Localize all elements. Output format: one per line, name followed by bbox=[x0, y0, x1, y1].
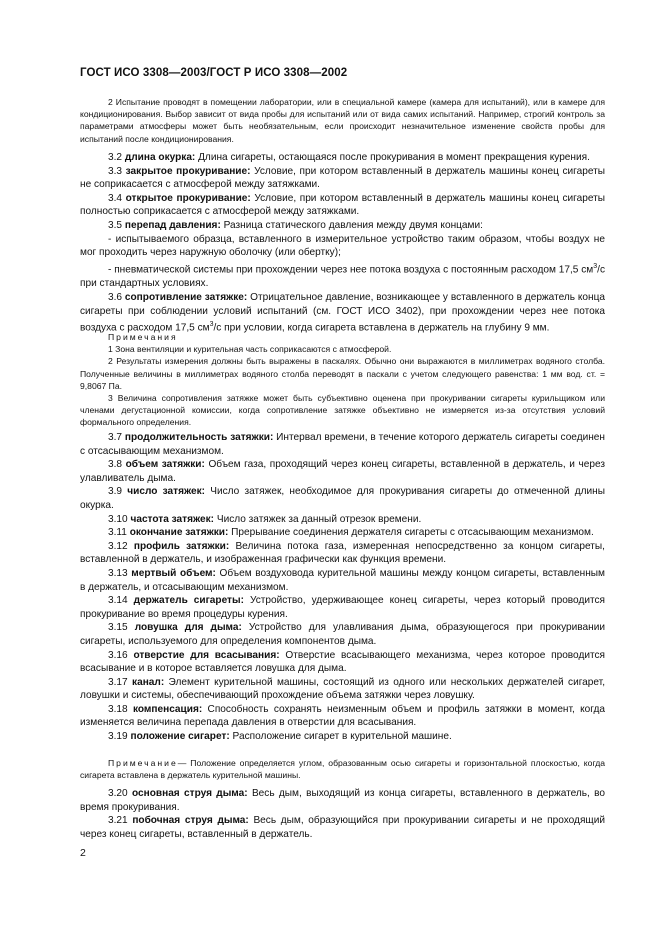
note-1: 1 Зона вентиляции и курительная часть соприкасаются с атмосферой. bbox=[108, 344, 392, 355]
term-number: 3.21 bbox=[108, 815, 128, 827]
term-definition: Устройство для улавливания дыма, образующегося при прокуривании сигареты, используемого для определения компонентов дыма. bbox=[80, 622, 605, 647]
term-3-6: 3.6 сопротивление затяжке: Отрицательное давление, возникающее у вставленного в держатель конца сигареты при соблюдении условий испытаний (см. ГОСТ ИСО 3402), при прохождении через нее потока воздуха с расходом 17,5 $см^3/с$ при условии, когда сигарета вставлена в держатель на глубину 9 мм. bbox=[80, 292, 605, 334]
term-name: побочная струя дыма: bbox=[132, 815, 249, 827]
term-name: держатель сигареты: bbox=[133, 595, 244, 607]
term-name: компенсация: bbox=[132, 703, 203, 715]
term-number: 3.20 bbox=[108, 788, 128, 799]
term-3-11 bbox=[80, 526, 605, 540]
term-definition: Устройство, удерживающее конец сигареты, через который проводится прокуривание во время процедуры курения. bbox=[80, 595, 605, 620]
term-definition: Прерывание соединения держателя сигареты с отсасывающим механизмом. bbox=[228, 527, 594, 539]
term-name: закрытое прокуривание: bbox=[125, 165, 251, 177]
term-number: 3.17 bbox=[108, 676, 128, 688]
terms-block-3 bbox=[80, 787, 605, 841]
term-3-21 bbox=[80, 814, 605, 841]
term-name: перепад давления: bbox=[124, 219, 221, 231]
term-3-7 bbox=[80, 431, 605, 458]
term-name: канал: bbox=[132, 676, 165, 688]
term-3-8 bbox=[80, 458, 605, 485]
term-3-13 bbox=[80, 567, 605, 594]
term-number: 3.5 bbox=[108, 219, 123, 231]
term-definition: Расположение сигарет в курительной машине. bbox=[229, 731, 452, 743]
term-definition: Длина сигареты, остающаяся после прокуривания в момент прекращения курения. bbox=[195, 152, 590, 163]
running-header: ГОСТ ИСО 3308—2003/ГОСТ Р ИСО 3308—2002 bbox=[80, 67, 348, 79]
term-name: продолжительность затяжки: bbox=[124, 432, 274, 443]
term-number: 3.8 bbox=[108, 459, 123, 471]
term-3-14 bbox=[80, 594, 605, 621]
note-top-block bbox=[80, 96, 605, 145]
term-name: число затяжек: bbox=[127, 486, 206, 498]
term-3-2 bbox=[80, 151, 605, 165]
dash-item-2: - пневматической системы при прохождении через нее потока воздуха с постоянным расходом 17,5 $см^3/с$ при стандартных условиях. bbox=[80, 262, 605, 289]
term-number: 3.19 bbox=[108, 731, 128, 743]
term-name: профиль затяжки: bbox=[133, 540, 230, 552]
terms-block-1 bbox=[80, 151, 605, 335]
term-definition: Элемент курительной машины, состоящий из одного или нескольких держателей сигарет, ловушки и системы, обеспечивающий прохождение объема затяжки через ловушку. bbox=[80, 676, 605, 702]
terms-block-2 bbox=[80, 431, 605, 744]
term-3-17 bbox=[80, 676, 605, 703]
term-number: 3.16 bbox=[108, 649, 128, 661]
term-name: частота затяжек: bbox=[130, 513, 215, 525]
term-definition: Способность сохранять неизменным объем и профиль затяжки в момент, когда изменяется величина перепада давления в отверстии для всасывания. bbox=[80, 703, 605, 729]
term-name: мертвый объем: bbox=[131, 567, 216, 579]
term-3-4 bbox=[80, 192, 605, 219]
term-3-20 bbox=[80, 787, 605, 814]
term-name: положение сигарет: bbox=[130, 731, 230, 743]
term-definition: Условие, при котором вставленный в держатель машины конец сигареты полностью соприкасается с атмосферой между затяжками. bbox=[80, 192, 606, 218]
term-number: 3.18 bbox=[108, 703, 128, 715]
term-definition: Разница статического давления между двумя концами: bbox=[220, 219, 483, 231]
term-3-5 bbox=[80, 219, 605, 233]
notes-title: Примечания bbox=[108, 332, 178, 342]
term-number: 3.9 bbox=[108, 486, 123, 498]
term-name: основная струя дыма: bbox=[131, 788, 248, 799]
term-3-9 bbox=[80, 485, 605, 512]
term-3-3 bbox=[80, 165, 605, 192]
term-number: 3.10 bbox=[108, 513, 128, 525]
term-number: 3.7 bbox=[108, 432, 123, 443]
term-definition: Объем воздуховода курительной машины между концом сигареты, вставленным в держатель, и отсасывающим механизмом. bbox=[80, 567, 605, 593]
term-name: окончание затяжки: bbox=[129, 527, 229, 539]
term-3-16 bbox=[80, 649, 605, 676]
note-top: 2 Испытание проводят в помещении лаборатории, или в специальной камере (камера для испытаний), или в камере для кондиционирования. Выбор зависит от вида пробы для испытаний или от вида самих испытаний. Например, строгий контроль за параметрами атмосферы может быть необязательным, если происходит незначительное изменение свойств пробы для испытаний после кондиционирования. bbox=[80, 97, 605, 144]
note-3: 3 Величина сопротивления затяжке может быть субъективно оценена при прокуривании сигареты курильщиком или членами дегустационной комиссии, когда сопротивление затяжке объективно не измеряется из-за отсутствия условий формального определения. bbox=[80, 393, 605, 428]
term-definition: Условие, при котором вставленный в держатель машины конец сигареты не соприкасается с атмосферой между затяжками. bbox=[80, 165, 606, 191]
term-3-15 bbox=[80, 621, 605, 648]
term-number: 3.15 bbox=[108, 622, 128, 634]
term-name: объем затяжки: bbox=[125, 459, 205, 471]
term-3-18 bbox=[80, 703, 605, 730]
note-2: 2 Результаты измерения должны быть выражены в паскалях. Обычно они выражаются в миллиметрах водяного столба. Полученные величины в миллиметрах водяного столба переводят в паскали с учетом следующего равенства: 1 мм вод. ст. = 9,8067 Па. bbox=[80, 356, 605, 391]
term-3-10 bbox=[80, 513, 605, 527]
term-number: 3.11 bbox=[108, 527, 127, 539]
term-number: 3.2 bbox=[108, 152, 123, 163]
dash-item-1: - испытываемого образца, вставленного в измерительное устройство таким образом, чтобы воздух не мог проходить через наружную оболочку (или обертку); bbox=[80, 233, 605, 259]
page-number: 2 bbox=[80, 847, 86, 859]
term-number: 3.12 bbox=[108, 540, 128, 552]
notes-block bbox=[80, 331, 605, 429]
term-definition: Весь дым, выходящий из конца сигареты, вставленного в держатель, во время прокуривания. bbox=[80, 788, 605, 813]
term-definition: Весь дым, образующийся при прокуривании сигареты и не проходящий через конец сигареты, вставленный в держатель. bbox=[80, 815, 605, 840]
term-definition: Отверстие всасывающего механизма, через которое проводится всасывание и в которое вставляется ловушка для дыма. bbox=[80, 649, 605, 675]
term-definition: Число затяжек за данный отрезок времени. bbox=[214, 513, 422, 525]
term-definition: Объем газа, проходящий через конец сигареты, вставленной в держатель, и через улавливатель дыма. bbox=[80, 459, 605, 484]
term-3-19 bbox=[80, 730, 605, 744]
term-name: длина окурка: bbox=[124, 152, 196, 163]
term-number: 3.4 bbox=[108, 192, 123, 204]
term-number: 3.6 bbox=[108, 292, 123, 304]
term-name: отверстие для всасывания: bbox=[133, 649, 280, 661]
term-name: ловушка для дыма: bbox=[134, 622, 242, 634]
term-number: 3.14 bbox=[108, 595, 128, 607]
term-definition: Величина потока газа, измеренная непосредственно за концом сигареты, вставленной в держатель, и изображенная графически как функция времени. bbox=[80, 540, 605, 566]
term-definition: Интервал времени, в течение которого держатель сигареты соединен с отсасывающим механизмом. bbox=[80, 432, 605, 457]
term-number: 3.3 bbox=[108, 165, 123, 177]
term-number: 3.13 bbox=[108, 567, 128, 579]
note-positioning: Примечание— Положение определяется углом, образованным осью сигареты и горизонтальной плоскостью, когда сигарета вставлена в держатель курительной машины. bbox=[80, 758, 605, 781]
term-name: сопротивление затяжке: bbox=[124, 292, 248, 304]
term-3-12 bbox=[80, 540, 605, 567]
term-name: открытое прокуривание: bbox=[125, 192, 251, 204]
note-2-block bbox=[80, 757, 605, 781]
term-definition: Число затяжек, необходимое для прокуривания сигареты до отмеченной длины окурка. bbox=[80, 486, 605, 511]
